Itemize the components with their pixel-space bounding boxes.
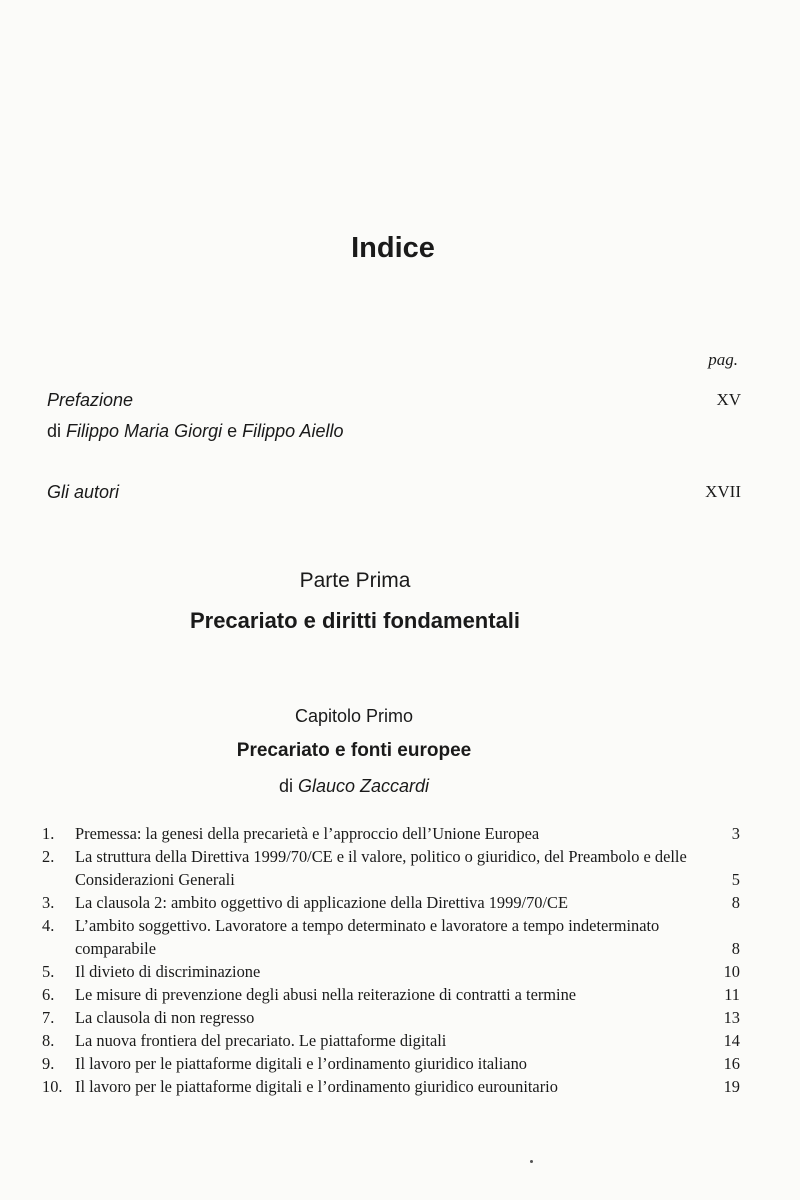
toc-entry-number: 9. [42,1054,55,1073]
toc-entry-number: 7. [42,1008,55,1027]
front-matter-authors[interactable] [47,482,741,503]
toc-entry[interactable] [42,1075,740,1098]
toc-entry-number: 2. [42,847,55,866]
toc-entry-page: 10 [723,962,740,981]
toc-entry-number: 6. [42,985,55,1004]
toc-entry-number: 4. [42,916,55,935]
toc-entry-number: 5. [42,962,55,981]
toc-entry[interactable] [42,914,740,960]
preface-author-b: Filippo Aiello [242,421,344,441]
chapter-author [0,776,708,797]
toc-entry-text: La struttura della Direttiva 1999/70/CE e il valore, politico o giuridico, del Preambolo e delle Considerazioni Generali [75,847,687,889]
toc-entry-text: Le misure di prevenzione degli abusi nella reiterazione di contratti a termine [75,985,577,1004]
toc-entry-number: 1. [42,824,55,843]
page-title: Indice [351,232,435,264]
toc-entry-text: La nuova frontiera del precariato. Le piattaforme digitali [75,1031,447,1050]
toc-entry-number: 3. [42,893,55,912]
preface-by: di [47,421,62,441]
toc-entry-text: Il divieto di discriminazione [75,962,261,981]
preface-page: XV [716,390,741,409]
toc-entry[interactable] [42,983,740,1006]
toc-entry[interactable] [42,822,740,845]
toc-entry[interactable] [42,845,740,891]
toc-entry[interactable] [42,891,740,914]
front-matter-preface[interactable] [47,390,741,442]
chapter-author-name: Glauco Zaccardi [297,776,430,796]
part-title: Precariato e diritti fondamentali [189,608,521,633]
preface-and: e [227,421,238,441]
page-column-label: pag. [708,350,738,369]
chapter-title: Precariato e fonti europee [236,740,472,761]
scan-speck [530,1160,533,1163]
chapter-author-by: di [278,776,293,796]
chapter-label: Capitolo Primo [294,706,414,726]
toc-entry-page: 14 [723,1031,740,1050]
toc-entry[interactable] [42,960,740,983]
toc-entry-page: 8 [731,939,740,958]
toc-entry[interactable] [42,1052,740,1075]
toc-entry-text: Premessa: la genesi della precarietà e l’approccio dell’Unione Europea [75,824,540,843]
toc-entry-page: 3 [731,824,740,843]
toc-entry-page: 8 [731,893,740,912]
preface-title: Prefazione [47,390,134,410]
toc-entry[interactable] [42,1006,740,1029]
toc-entry-number: 10. [42,1077,63,1096]
toc-entry-page: 19 [723,1077,740,1096]
toc-entry-text: Il lavoro per le piattaforme digitali e l’ordinamento giuridico eurounitario [75,1077,558,1096]
preface-author-a: Filippo Maria Giorgi [66,421,223,441]
toc-list [42,822,740,1098]
part-label: Parte Prima [299,569,411,592]
toc-entry-text: L’ambito soggettivo. Lavoratore a tempo determinato e lavoratore a tempo indeterminato comparabile [75,916,660,958]
toc-entry[interactable] [42,1029,740,1052]
toc-entry-page: 5 [731,870,740,889]
toc-entry-page: 13 [723,1008,740,1027]
preface-authors [47,421,741,442]
authors-title: Gli autori [47,482,120,502]
toc-entry-number: 8. [42,1031,55,1050]
toc-entry-text: La clausola di non regresso [75,1008,255,1027]
toc-entry-text: Il lavoro per le piattaforme digitali e l’ordinamento giuridico italiano [75,1054,527,1073]
authors-page: XVII [705,482,741,501]
toc-entry-page: 11 [724,985,740,1004]
toc-entry-text: La clausola 2: ambito oggettivo di applicazione della Direttiva 1999/70/CE [75,893,568,912]
toc-entry-page: 16 [723,1054,740,1073]
